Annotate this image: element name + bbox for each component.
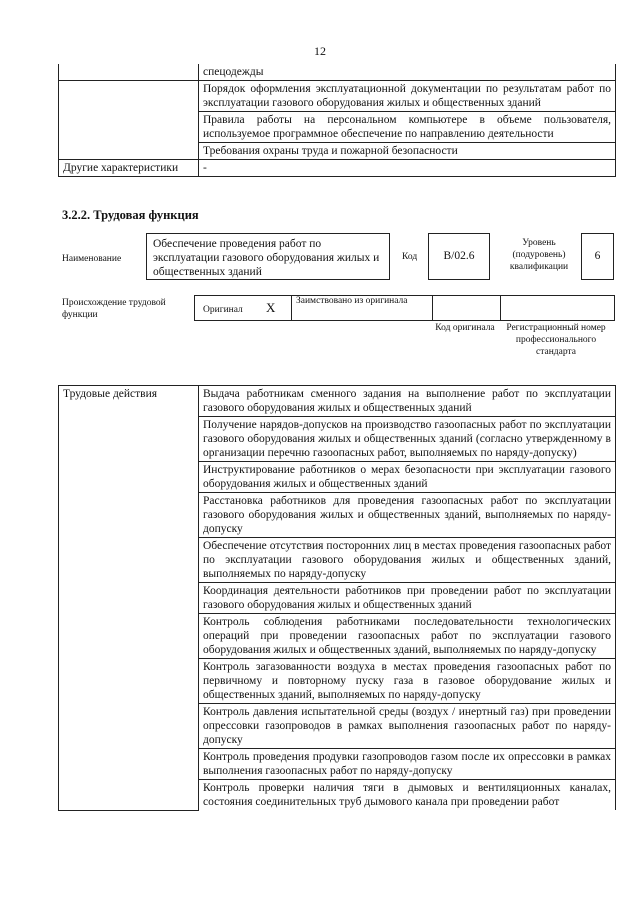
top-table bbox=[58, 64, 616, 177]
action-item: Контроль проверки наличия тяги в дымовых и вентиляционных каналах, состояния соединительных труб дымового канала при проведении работ bbox=[199, 780, 616, 811]
name-label: Наименование bbox=[62, 254, 122, 264]
code-value: B/02.6 bbox=[443, 250, 475, 262]
action-item: Контроль соблюдения работниками последовательности технологических операций при проведении газоопасных работ по эксплуатации газового оборудования жилых и общественных зданий, выполняемых по наряду-допуску bbox=[199, 614, 616, 659]
action-item: Инструктирование работников о мерах безопасности при эксплуатации газового оборудования жилых и общественных зданий bbox=[199, 462, 616, 493]
function-name: Обеспечение проведения работ по эксплуатации газового оборудования жилых и общественных зданий bbox=[146, 233, 390, 280]
original-label: Оригинал bbox=[203, 305, 243, 315]
action-item: Выдача работникам сменного задания на выполнение работ по эксплуатации газового оборудования жилых и общественных зданий bbox=[199, 386, 616, 417]
action-item: Обеспечение отсутствия посторонних лиц в местах проведения газоопасных работ по эксплуатации газового оборудования жилых и общественных зданий, выполняемых по наряду-допуску bbox=[199, 538, 616, 583]
action-item: Расстановка работников для проведения газоопасных работ по эксплуатации газового оборудования жилых и общественных зданий, выполняемых по наряду-допуску bbox=[199, 493, 616, 538]
level-label: Уровень (подуровень) квалификации bbox=[509, 238, 569, 272]
table-row bbox=[59, 112, 616, 143]
table-row bbox=[59, 64, 616, 81]
section-title: 3.2.2. Трудовая функция bbox=[62, 208, 199, 222]
other-characteristics-label: Другие характеристики bbox=[59, 160, 199, 177]
table-row bbox=[59, 160, 616, 177]
action-item: Координация деятельности работников при проведении работ по эксплуатации газового оборудования жилых и общественных зданий bbox=[199, 583, 616, 614]
knowledge-item: спецодежды bbox=[199, 64, 616, 81]
code-box bbox=[428, 233, 490, 280]
code-label: Код bbox=[402, 252, 418, 262]
other-characteristics-value: - bbox=[199, 160, 616, 177]
action-item: Контроль давления испытательной среды (воздух / инертный газ) при проведении опрессовки газопроводов в рамках выполнения газоопасных работ по наряду-допуску bbox=[199, 704, 616, 749]
knowledge-item: Правила работы на персональном компьютере в объеме пользователя, используемое программное обеспечение по направлению деятельности bbox=[199, 112, 616, 143]
table-row bbox=[59, 386, 616, 417]
action-item: Контроль загазованности воздуха в местах проведения газоопасных работ по первичному и повторному пуску газа в газовое оборудование жилых и общественных зданий, выполняемых по наряду-допуску bbox=[199, 659, 616, 704]
level-value: 6 bbox=[594, 250, 601, 262]
original-mark: X bbox=[266, 300, 276, 315]
level-box bbox=[581, 233, 614, 280]
actions-table bbox=[58, 385, 616, 811]
reg-number-label: Регистрационный номер профессионального стандарта bbox=[506, 323, 606, 357]
table-row bbox=[59, 81, 616, 112]
origin-label: Происхождение трудовой функции bbox=[62, 298, 166, 320]
actions-label: Трудовые действия bbox=[59, 386, 199, 811]
borrowed-label: Заимствовано из оригинала bbox=[296, 296, 408, 306]
code-original-label: Код оригинала bbox=[435, 323, 495, 333]
action-item: Получение нарядов-допусков на производство газоопасных работ по эксплуатации газового оборудования жилых и общественных зданий (согласно утвержденному в организации перечню газоопасных работ, выполняемых по наряду-допуску) bbox=[199, 417, 616, 462]
action-item: Контроль проведения продувки газопроводов газом после их опрессовки в рамках выполнения газоопасных работ по наряду-допуску bbox=[199, 749, 616, 780]
knowledge-item: Требования охраны труда и пожарной безопасности bbox=[199, 143, 616, 160]
knowledge-item: Порядок оформления эксплуатационной документации по результатам работ по эксплуатации газового оборудования жилых и общественных зданий bbox=[199, 81, 616, 112]
page-number: 12 bbox=[314, 44, 326, 58]
table-row bbox=[59, 143, 616, 160]
